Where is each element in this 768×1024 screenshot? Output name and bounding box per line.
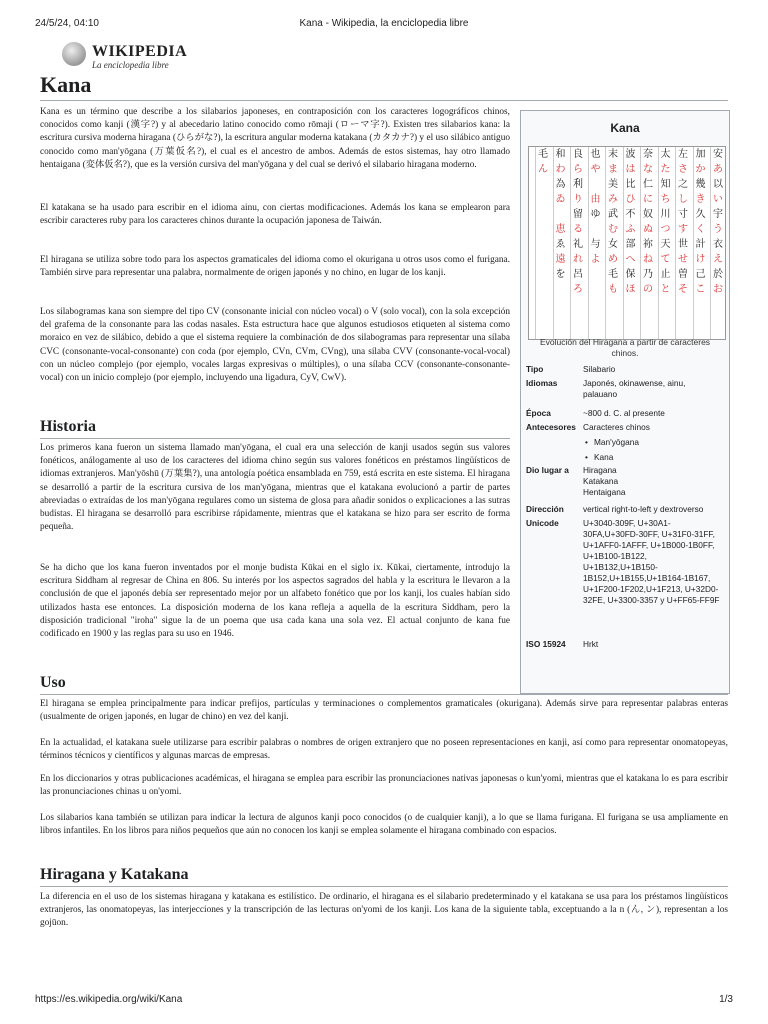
kana-glyph [589,177,603,192]
kana-glyph: ら [573,164,583,175]
kana-glyph: 曽 [678,269,688,280]
infobox-value [583,422,723,463]
wikipedia-wordmark[interactable]: WIKIPEDIA [92,43,188,60]
kana-glyph: こ [695,284,706,295]
print-page-number: 1/3 [719,994,733,1005]
historia-paragraph: Los primeros kana fueron un sistema llamado man'yōgana, el cual era una selección de kanji usados según sus valores fonéticos, análogamente al uso de los caracteres del idioma chino según sus valores fonéticos en préstamos lingüísticos de idiomas extranjeros. Man'yōshū (万葉集?), una antología poética ensamblada en 759, está escrita en este sistema. El hiragana se desarrolló a partir de la escritura cursiva de los man'yōgana, mientras que el katakana evolucionó a partir de partes abreviadas o extraídas de los man'yōgana regulares como un sistema de glosa para añadir sonidos o explicaciones a las sutras budistas. El hiragana se desarrolló para escribirse rápidamente, mientras que el katakana se hizo para ser escrito de forma pequeña. [40,443,510,533]
infobox-key: Tipo [526,364,544,374]
kana-glyph: へ [625,254,636,265]
kana-glyph: 毛 [608,269,618,280]
kana-glyph [589,222,603,237]
kana-glyph: 女 [608,239,618,250]
intro-paragraph: El katakana se ha usado para escribir en el idioma ainu, con ciertas modificaciones. Además los kana se emplearon para escribir caracteres ruby para los caracteres chinos durante la ocupación japonesa de Taiwán. [40,203,510,227]
infobox-title: Kana [610,121,640,135]
kana-glyph: ろ [573,284,583,295]
infobox-value [583,408,723,419]
infobox-value-line[interactable]: Hrkt [583,639,599,649]
kana-glyph: 寸 [678,209,688,220]
infobox-key: Unicode [526,518,559,528]
kana-glyph: 之 [678,179,688,190]
kana-glyph: 川 [660,209,671,220]
infobox-key: Época [526,408,551,418]
kana-glyph: 幾 [695,179,706,190]
page-title: Kana [40,72,728,101]
section-heading-hiragana-katakana: Hiragana y Katakana [40,866,728,887]
kana-glyph: つ [660,224,671,235]
kana-column [658,147,673,339]
kana-column [605,147,620,339]
kana-glyph: ゐ [555,194,566,205]
infobox-value-line[interactable]: Caracteres chinos [583,422,650,432]
kana-glyph: そ [678,284,688,295]
kana-glyph: よ [590,254,601,265]
kana-column [710,147,725,339]
kana-glyph: ま [608,164,618,175]
kana-evolution-table [528,146,726,340]
kana-glyph: 留 [573,209,583,220]
kana-glyph: ひ [625,194,636,205]
infobox-value [583,639,723,650]
kana-glyph: に [643,194,653,205]
kana-glyph: け [695,254,706,265]
intro-paragraph: El hiragana se utiliza sobre todo para los aspectos gramaticales del idioma como el okurigana u otros usos como el furigana. También sirve para representar una palabra, normalmente de origen japonés y no chino, en lugar de los kanji. [40,255,510,279]
kana-glyph: 止 [660,269,671,280]
kana-glyph: 左 [678,149,688,160]
kana-glyph: く [695,224,706,235]
kana-glyph: 也 [590,149,601,160]
kana-glyph: 奴 [643,209,653,220]
kana-glyph: 末 [608,149,618,160]
kana-glyph: え [713,254,723,265]
kana-glyph: 久 [695,209,706,220]
kana-glyph: め [608,254,618,265]
infobox-key: ISO 15924 [526,639,566,649]
uso-paragraph: En los diccionarios y otras publicaciones académicas, el hiragana se emplea para escribir las pronunciaciones nativas japonesas o kun'yomi, mientras que el katakana lo es para escribir las pronunciaciones chinas u on'yomi. [40,774,728,798]
kana-column [588,147,603,339]
kana-glyph: 太 [660,149,671,160]
kana-glyph: わ [555,164,566,175]
kana-glyph: ほ [625,284,636,295]
infobox [520,110,730,694]
kana-glyph: い [713,194,723,205]
kana-glyph: 知 [660,179,671,190]
kana-glyph: は [625,164,636,175]
infobox-value-line[interactable]: Japonés, okinawense, ainu, [583,378,686,388]
kana-glyph: せ [678,254,688,265]
kana-glyph: う [713,224,723,235]
kana-glyph: れ [573,254,583,265]
kana-glyph: 毛 [538,149,548,160]
kana-glyph: 宇 [713,209,723,220]
infobox-value [583,378,723,400]
uso-paragraph: En la actualidad, el katakana suele utilizarse para escribir palabras o nombres de origen extranjero que no poseen representaciones en kanji, así como para representar onomatopeyas, términos técnicos y científicos y algunas marcas de empresas. [40,738,728,762]
kana-glyph: な [643,164,653,175]
kana-glyph: 呂 [573,269,583,280]
kana-glyph: 乃 [643,269,653,280]
kana-glyph: 奈 [643,149,653,160]
kana-glyph: を [555,269,566,280]
kana-glyph: 以 [713,179,723,190]
kana-glyph: 為 [555,179,566,190]
section-heading-historia: Historia [40,418,510,439]
kana-glyph: ゑ [555,239,566,250]
infobox-key: Idiomas [526,378,558,388]
kana-glyph: と [660,284,671,295]
infobox-value-line[interactable]: Katakana [583,476,619,486]
infobox-key: Antecesores [526,422,576,432]
kana-glyph: る [573,224,583,235]
infobox-key: Dirección [526,504,564,514]
infobox-caption: Evolución del Hiragana a partir de caracteres chinos. [539,337,711,358]
infobox-value-line[interactable]: ~800 d. C. al presente [583,408,665,418]
kana-glyph: 祢 [643,239,653,250]
kana-glyph: 保 [625,269,636,280]
kana-glyph: き [695,194,706,205]
kana-column [623,147,638,339]
kana-glyph: ね [643,254,653,265]
infobox-value-line[interactable]: Hiragana [583,465,617,475]
kana-glyph: 加 [695,149,706,160]
kana-glyph: ん [538,164,548,175]
kana-column [640,147,655,339]
kana-column [570,147,585,339]
kana-glyph: 武 [608,209,618,220]
kana-glyph: ぬ [643,224,653,235]
print-title: Kana - Wikipedia, la enciclopedia libre [299,18,469,29]
section-heading-uso: Uso [40,674,728,695]
kana-glyph: て [660,254,671,265]
kana-column [553,147,568,339]
kana-glyph: 計 [695,239,706,250]
kana-glyph: さ [678,164,688,175]
kana-glyph: 和 [555,149,566,160]
historia-paragraph: Se ha dicho que los kana fueron inventados por el monje budista Kūkai en el siglo ix. Kūkai, ciertamente, introdujo la escritura Siddham al regresar de China en 806. Su interés por los aspectos sagrados del habla y la escritura le llevaron a la conclusión de que el japonés debía ser representado mejor por un alfabeto fonético que por los kanji, los cuales habían sido utilizados hasta ese entonces. La disposición moderna de los kana refleja a aquella de la escritura Siddham, pero la disposición tradicional "iroha" sigue la de un poema que usa cada kana una sola vez. El actual conjunto de kana fue codificado en 1900 y las reglas para su uso en 1946. [40,563,510,640]
kana-glyph: 世 [678,239,688,250]
kana-glyph: ち [660,194,671,205]
kana-glyph: 比 [625,179,636,190]
kana-glyph: 礼 [573,239,583,250]
infobox-value-line[interactable]: U+3040-309F, U+30A1-30FA,U+30FD-30FF, U+31F0-31FF, U+1AFF0-1AFFF, U+1B000-1B0FF, U+1B100-1B122, U+1B132,U+1B150-1B152,U+1B155,U+1B164-1B167, U+1F200-1F202,U+1F213, U+32D0-32FE, U+3300-3357 y U+FF65-FF9F [583,518,720,605]
kana-glyph: 恵 [555,224,566,235]
kana-glyph: 波 [625,149,636,160]
infobox-bullet[interactable]: • Kana [583,452,723,463]
kana-column [675,147,690,339]
infobox-value-line[interactable]: Silabario [583,364,616,374]
kana-glyph: 仁 [643,179,653,190]
infobox-bullet[interactable]: • Man'yōgana [583,437,723,448]
kana-glyph: た [660,164,671,175]
kana-glyph: 部 [625,239,636,250]
kana-glyph: り [573,194,583,205]
uso-paragraph: El hiragana se emplea principalmente para indicar prefijos, partículas y terminaciones o complementos gramaticales (okurigana). Además sirve para representar palabras enteras (usualmente de origen japonés, en lugar de chino) en vez del kanji. [40,699,728,723]
kana-glyph: 良 [573,149,583,160]
infobox-value [583,518,723,606]
print-url: https://es.wikipedia.org/wiki/Kana [35,994,183,1005]
kana-glyph: み [608,194,618,205]
infobox-value-line[interactable]: palauano [583,389,618,399]
wikipedia-globe-icon[interactable] [62,42,86,66]
intro-paragraph: Kana es un término que describe a los silabarios japoneses, en contraposición con los caracteres logográficos chinos, conocidos como kanji (漢字?) y al abecedario latino conocido como rōmaji (ローマ字?). Existen tres silabarios kana: la escritura cursiva moderna hiragana (ひらがな?), la escritura angular moderna katakana (カタカナ?) y el uso silábico antiguo conocido como man'yōgana (万葉仮名?), el cual es el ancestro de ambos. Además de estos sistemas, hay otro llamado hentaigana (変体仮名?), que es la versión cursiva del man'yōgana y del cual se derivó el silabario hiragana moderno. [40,107,510,170]
kana-column [693,147,708,339]
kana-glyph [554,207,568,222]
kana-glyph: 己 [695,269,706,280]
kana-column [535,147,550,339]
kana-glyph: の [643,284,653,295]
kana-glyph: 美 [608,179,618,190]
hk-paragraph: La diferencia en el uso de los sistemas hiragana y katakana es estilístico. De ordinario, el hiragana es el silabario predeterminado y el katakana se usa para los préstamos lingüísticos extranjeros, las onomatopeyas, las interjecciones y la transcripción de las lecturas on'yomi de los kanji. Los kana de la siguiente tabla, exceptuando a la n (ん, ン), representan a los gojūon. [40,892,728,929]
kana-glyph: 遠 [555,254,566,265]
infobox-value-line[interactable]: vertical right-to-left y dextroverso [583,504,704,514]
kana-glyph: ふ [625,224,636,235]
uso-paragraph: Los silabarios kana también se utilizan para indicar la lectura de algunos kanji poco conocidos (o de cualquier kanji), a lo que se llama furigana. El furigana se usa ampliamente en libros infantiles. En los libros para niños pequeños que aún no conocen los kanji se emplea solamente el hiragana combinado con espacios. [40,813,728,837]
kana-glyph: あ [713,164,723,175]
kana-glyph: 利 [573,179,583,190]
kana-glyph: 天 [660,239,671,250]
intro-paragraph: Los silabogramas kana son siempre del tipo CV (consonante inicial con núcleo vocal) o V (solo vocal), con la sola excepción del grafema de la consonante para las codas nasales. Esta estructura hace que algunos estudiosos etiqueten al sistema como moraico en vez de silábico, debido a que el sistema requiere la combinación de dos silabogramas para representar una sílaba CVC (consonante-vocal-consonante) con coda (por ejemplo, CVn, CVm, CVng), una sílaba CVV (consonante-vocal-vocal) con un núcleo complejo (por ejemplo, vocales largas expresivas o múltiples), o una sílaba CCV (consonante-consonante-vocal) con un inicio complejo (por ejemplo, incluyendo una ligadura, CyV, CwV). [40,307,510,384]
infobox-value-line[interactable]: Hentaigana [583,487,626,497]
kana-glyph: も [608,284,618,295]
infobox-key: Dio lugar a [526,465,569,475]
kana-glyph: や [590,164,601,175]
kana-glyph: 由 [590,194,601,205]
infobox-value [583,465,723,498]
kana-glyph: 安 [713,149,723,160]
kana-glyph: お [713,284,723,295]
kana-glyph: ゆ [590,209,601,220]
kana-glyph: か [695,164,706,175]
kana-glyph: 与 [590,239,601,250]
kana-glyph: 衣 [713,239,723,250]
kana-glyph: む [608,224,618,235]
infobox-value [583,364,723,375]
kana-glyph: 於 [713,269,723,280]
infobox-value [583,504,723,515]
kana-glyph: 不 [625,209,636,220]
kana-glyph: す [678,224,688,235]
kana-glyph: し [678,194,688,205]
print-datetime: 24/5/24, 04:10 [35,18,99,29]
wikipedia-tagline: La enciclopedia libre [92,60,169,70]
